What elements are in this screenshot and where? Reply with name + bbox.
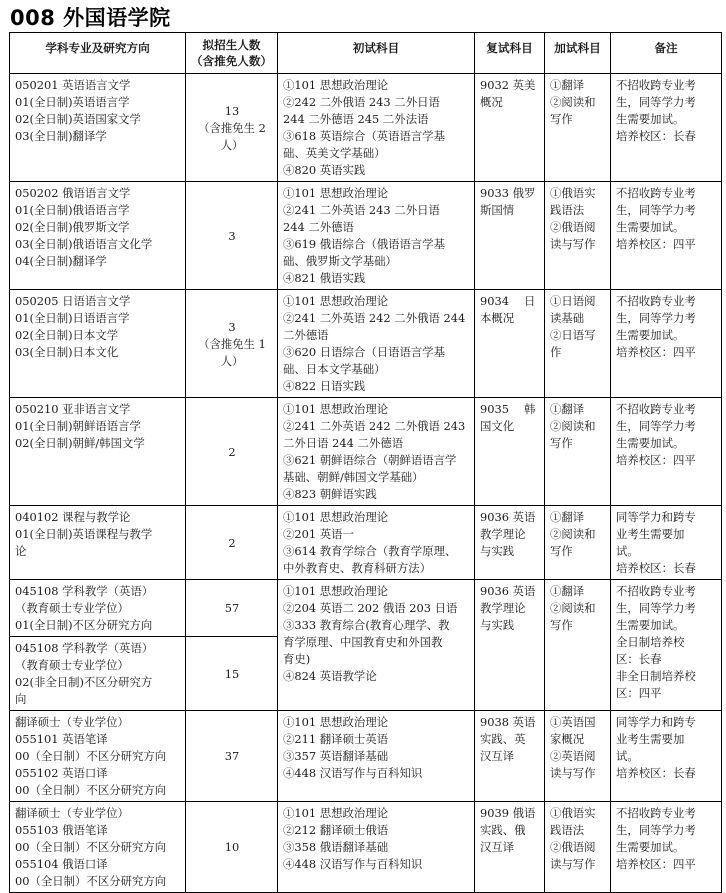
quota-cell-line: 3 [228, 228, 236, 243]
extra-exam-cell-line: 写作 [550, 618, 573, 632]
extra-exam-cell-line: ②阅读和 [550, 601, 596, 615]
notes-cell-line: 生需要加试。 [616, 436, 685, 450]
major-cell-line: 050202 俄语语言文学 [15, 186, 131, 200]
table-row [10, 802, 722, 893]
extra-exam-cell-line: ②日语写 [550, 328, 596, 342]
retest-cell-line: 国文化 [480, 419, 515, 433]
table-row [10, 290, 722, 398]
extra-exam-cell-line: 写作 [550, 436, 573, 450]
notes-cell-line: 生需要加试。 [616, 618, 685, 632]
extra-exam-cell-line: 读与写作 [550, 857, 596, 871]
initial-exam-cell-line: 中外教育史、教育科研方法） [283, 561, 432, 575]
retest-cell [475, 290, 545, 398]
notes-cell-line: 同等学力和跨专 [616, 510, 696, 524]
retest-cell-line: 斯国情 [480, 203, 515, 217]
initial-exam-cell-line: ③620 日语综合（日语语言学基 [283, 345, 446, 359]
initial-exam-cell-line: 础、俄罗斯文学基础） [283, 254, 397, 268]
quota-cell-line: 10 [224, 840, 240, 854]
extra-exam-cell-line: 践语法 [550, 203, 585, 217]
major-cell-line: 01(全日制)英语课程与教学 [15, 527, 153, 541]
notes-cell-line: 生需要加试。 [616, 328, 685, 342]
retest-cell [475, 398, 545, 506]
extra-exam-cell-line: ①翻译 [550, 510, 585, 524]
initial-exam-cell-line: ④448 汉语写作与百科知识 [283, 766, 423, 780]
initial-exam-cell-line: ①101 思想政治理论 [283, 186, 389, 200]
notes-cell-line: 试。 [616, 544, 639, 558]
major-cell-line: 02(全日制)朝鲜/韩国文学 [15, 436, 145, 450]
quota-cell [186, 506, 278, 580]
major-cell-line: 00（全日制）不区分研究方向 [15, 749, 167, 763]
major-cell-line: 02(全日制)日本文学 [15, 328, 119, 342]
quota-cell [186, 74, 278, 182]
initial-exam-cell-line: 育学原理、中国教育史和外国教 [283, 635, 443, 649]
notes-cell-line: 全日制培养校 [616, 635, 685, 649]
extra-exam-cell-line: ②英语阅 [550, 749, 596, 763]
notes-cell-line: 不招收跨专业考 [616, 402, 696, 416]
extra-exam-cell-line: ②阅读和 [550, 419, 596, 433]
major-cell [10, 637, 186, 711]
retest-cell-line: 概况 [480, 95, 503, 109]
table-row [10, 506, 722, 580]
initial-exam-cell-line: ①101 思想政治理论 [283, 806, 389, 820]
retest-cell-line: 汉互译 [480, 840, 515, 854]
extra-exam-cell-line: ①翻译 [550, 584, 585, 598]
header-retest: 复试科目 [475, 33, 545, 74]
notes-cell-line: 业考生需要加 [616, 732, 685, 746]
major-cell [10, 74, 186, 182]
initial-exam-cell-line: ②201 英语一 [283, 527, 354, 541]
header-row [10, 33, 722, 74]
extra-exam-cell-line: ①俄语实 [550, 186, 596, 200]
retest-cell-line: 9035 韩 [480, 402, 536, 416]
initial-exam-cell-line: 244 二外德语 [283, 220, 354, 234]
retest-cell-line: 与实践 [480, 544, 515, 558]
extra-exam-cell [545, 398, 611, 506]
initial-exam-cell [278, 802, 475, 893]
initial-exam-cell [278, 580, 475, 711]
extra-exam-cell-line: 读基础 [550, 311, 585, 325]
quota-cell-line: 57 [224, 601, 240, 615]
notes-cell-line: 生，同等学力考 [616, 601, 696, 615]
major-cell-line: 040102 课程与教学论 [15, 510, 131, 524]
major-cell-line: （教育硕士专业学位） [15, 601, 129, 615]
retest-cell [475, 711, 545, 802]
major-cell-line: 050205 日语语言文学 [15, 294, 131, 308]
notes-cell [611, 506, 722, 580]
quota-cell-line: （含推免生 2 [198, 120, 266, 135]
initial-exam-cell-line: ③358 俄语翻译基础 [283, 840, 389, 854]
quota-cell [186, 182, 278, 290]
initial-exam-cell-line: ①101 思想政治理论 [283, 510, 389, 524]
initial-exam-cell-line: 础、英美文学基础） [283, 146, 386, 160]
initial-exam-cell-line: 244 二外德语 245 二外法语 [283, 112, 429, 126]
notes-cell-line: 培养校区：长春 [616, 561, 696, 575]
notes-cell [611, 580, 722, 711]
extra-exam-cell [545, 290, 611, 398]
header-notes: 备注 [611, 33, 722, 74]
quota-cell-line: 人） [220, 137, 244, 152]
retest-cell-line: 9033 俄罗 [480, 186, 536, 200]
notes-cell-line: 生，同等学力考 [616, 95, 696, 109]
retest-cell-line: 9032 英美 [480, 78, 536, 92]
major-cell-line: 055104 俄语口译 [15, 857, 108, 871]
notes-cell [611, 182, 722, 290]
admissions-table [9, 32, 722, 893]
quota-cell-line: 2 [228, 444, 236, 459]
major-cell-line: 055101 英语笔译 [15, 732, 108, 746]
extra-exam-cell-line: 作 [550, 345, 562, 359]
notes-cell-line: 生，同等学力考 [616, 203, 696, 217]
header-quota-line1: 拟招生人数 [202, 38, 261, 52]
header-quota [186, 33, 278, 74]
retest-cell-line: 9034 日 [480, 294, 536, 308]
extra-exam-cell-line: ②阅读和 [550, 95, 596, 109]
extra-exam-cell-line: 践语法 [550, 823, 585, 837]
retest-cell [475, 580, 545, 711]
extra-exam-cell-line: 写作 [550, 112, 573, 126]
notes-cell [611, 398, 722, 506]
quota-cell [186, 580, 278, 637]
notes-cell-line: 业考生需要加 [616, 527, 685, 541]
major-cell-line: 02(非全日制)不区分研究方 [15, 675, 153, 689]
major-cell-line: 050210 亚非语言文学 [15, 402, 131, 416]
extra-exam-cell [545, 802, 611, 893]
initial-exam-cell [278, 398, 475, 506]
quota-cell [186, 802, 278, 893]
retest-cell-line: 9036 英语 [480, 510, 536, 524]
notes-cell-line: 生，同等学力考 [616, 419, 696, 433]
table-row [10, 74, 722, 182]
quota-cell-line: 人） [220, 353, 244, 368]
quota-cell [186, 637, 278, 711]
extra-exam-cell-line: ①翻译 [550, 78, 585, 92]
notes-cell-line: 不招收跨专业考 [616, 78, 696, 92]
initial-exam-cell-line: ②241 二外英语 242 二外俄语 244 [283, 311, 466, 325]
extra-exam-cell-line: ①翻译 [550, 402, 585, 416]
notes-cell-line: 生需要加试。 [616, 112, 685, 126]
notes-cell-line: 非全日制培养校 [616, 669, 696, 683]
initial-exam-cell [278, 506, 475, 580]
initial-exam-cell-line: ④448 汉语写作与百科知识 [283, 857, 423, 871]
major-cell-line: 00（全日制）不区分研究方向 [15, 840, 167, 854]
initial-exam-cell-line: ①101 思想政治理论 [283, 294, 389, 308]
notes-cell-line: 培养校区：四平 [616, 453, 696, 467]
quota-cell-line: 15 [224, 666, 240, 681]
notes-cell-line: 生需要加试。 [616, 840, 685, 854]
header-quota-line2: （含推免人数） [190, 54, 273, 68]
extra-exam-cell [545, 182, 611, 290]
initial-exam-cell-line: ①101 思想政治理论 [283, 402, 389, 416]
notes-cell-line: 不招收跨专业考 [616, 186, 696, 200]
extra-exam-cell-line: ②俄语阅 [550, 840, 596, 854]
initial-exam-cell [278, 711, 475, 802]
major-cell-line: 045108 学科教学（英语） [15, 641, 154, 655]
extra-exam-cell [545, 711, 611, 802]
retest-cell-line: 9036 英语 [480, 584, 536, 598]
table-row [10, 711, 722, 802]
header-major: 学科专业及研究方向 [10, 33, 186, 74]
major-cell-line: 01(全日制)不区分研究方向 [15, 618, 153, 632]
initial-exam-cell-line: 础、日本文学基础） [283, 362, 386, 376]
major-cell-line: 055103 俄语笔译 [15, 823, 108, 837]
notes-cell-line: 培养校区：四平 [616, 345, 696, 359]
notes-cell-line: 培养校区：四平 [616, 857, 696, 871]
notes-cell [611, 802, 722, 893]
notes-cell-line: 生需要加试。 [616, 220, 685, 234]
initial-exam-cell-line: ③333 教育综合(教育心理学、教 [283, 618, 450, 632]
extra-exam-cell-line: 写作 [550, 544, 573, 558]
initial-exam-cell-line: ③619 俄语综合（俄语语言学基 [283, 237, 446, 251]
initial-exam-cell-line: ④823 朝鲜语实践 [283, 487, 377, 501]
notes-cell-line: 不招收跨专业考 [616, 806, 696, 820]
notes-cell [611, 74, 722, 182]
initial-exam-cell-line: 二外德语 [283, 328, 329, 342]
notes-cell [611, 290, 722, 398]
notes-cell-line: 培养校区：四平 [616, 237, 696, 251]
retest-cell [475, 182, 545, 290]
major-cell [10, 802, 186, 893]
page-title: 008 外国语学院 [10, 6, 171, 30]
initial-exam-cell-line: ②204 英语二 202 俄语 203 日语 [283, 601, 458, 615]
major-cell-line: 01(全日制)日语语言学 [15, 311, 130, 325]
major-cell [10, 398, 186, 506]
retest-cell [475, 74, 545, 182]
notes-cell-line: 同等学力和跨专 [616, 715, 696, 729]
initial-exam-cell-line: ④822 日语实践 [283, 379, 366, 393]
quota-cell [186, 711, 278, 802]
major-cell-line: 01(全日制)英语语言学 [15, 95, 130, 109]
notes-cell-line: 培养校区：长春 [616, 766, 696, 780]
retest-cell-line: 与实践 [480, 618, 515, 632]
extra-exam-cell [545, 74, 611, 182]
major-cell-line: 00（全日制）不区分研究方向 [15, 783, 167, 797]
notes-cell-line: 培养校区：长春 [616, 129, 696, 143]
quota-cell-line: 2 [228, 535, 236, 550]
notes-cell-line: 不招收跨专业考 [616, 584, 696, 598]
extra-exam-cell-line: 读与写作 [550, 237, 596, 251]
major-cell-line: 01(全日制)朝鲜语语言学 [15, 419, 141, 433]
quota-cell-line: 37 [224, 749, 240, 763]
extra-exam-cell-line: ①日语阅 [550, 294, 596, 308]
initial-exam-cell-line: ③618 英语综合（英语语言学基 [283, 129, 446, 143]
extra-exam-cell-line: ①英语国 [550, 715, 596, 729]
table-row [10, 580, 722, 637]
retest-cell-line: 实践、英 [480, 732, 526, 746]
retest-cell-line: 本概况 [480, 311, 515, 325]
initial-exam-cell [278, 74, 475, 182]
retest-cell-line: 教学理论 [480, 527, 526, 541]
quota-cell-line: 3 [228, 319, 236, 334]
extra-exam-cell-line: 家概况 [550, 732, 585, 746]
notes-cell-line: 区：四平 [616, 686, 662, 700]
initial-exam-cell-line: ④821 俄语实践 [283, 271, 366, 285]
header-extra-exam: 加试科目 [545, 33, 611, 74]
quota-cell [186, 290, 278, 398]
initial-exam-cell-line: ③621 朝鲜语综合（朝鲜语语言学 [283, 453, 457, 467]
notes-cell-line: 区：长春 [616, 652, 662, 666]
initial-exam-cell-line: 二外日语 244 二外德语 [283, 436, 404, 450]
quota-cell-line: 13 [224, 103, 240, 118]
initial-exam-cell-line: ①101 思想政治理论 [283, 584, 389, 598]
initial-exam-cell-line: 基础、朝鲜/韩国文学基础） [283, 470, 424, 484]
retest-cell-line: 9039 俄语 [480, 806, 536, 820]
header-initial-exam: 初试科目 [278, 33, 475, 74]
major-cell [10, 182, 186, 290]
retest-cell [475, 506, 545, 580]
initial-exam-cell-line: ①101 思想政治理论 [283, 715, 389, 729]
initial-exam-cell-line: ④824 英语教学论 [283, 669, 377, 683]
extra-exam-cell-line: 读与写作 [550, 766, 596, 780]
extra-exam-cell-line: ②阅读和 [550, 527, 596, 541]
extra-exam-cell [545, 506, 611, 580]
retest-cell-line: 9038 英语 [480, 715, 536, 729]
extra-exam-cell [545, 580, 611, 711]
initial-exam-cell-line: ②241 二外英语 242 二外俄语 243 [283, 419, 466, 433]
initial-exam-cell-line: ②242 二外俄语 243 二外日语 [283, 95, 440, 109]
major-cell-line: 055102 英语口译 [15, 766, 108, 780]
major-cell-line: 向 [15, 692, 27, 706]
initial-exam-cell-line: ③357 英语翻译基础 [283, 749, 389, 763]
major-cell-line: 论 [15, 544, 27, 558]
notes-cell [611, 711, 722, 802]
notes-cell-line: 生，同等学力考 [616, 823, 696, 837]
major-cell [10, 580, 186, 637]
major-cell-line: 045108 学科教学（英语） [15, 584, 154, 598]
major-cell-line: 03(全日制)日本文化 [15, 345, 119, 359]
major-cell-line: 04(全日制)翻译学 [15, 254, 107, 268]
quota-cell-line: （含推免生 1 [198, 336, 266, 351]
retest-cell-line: 汉互译 [480, 749, 515, 763]
table-row [10, 182, 722, 290]
major-cell-line: 02(全日制)俄罗斯文学 [15, 220, 130, 234]
table-row [10, 398, 722, 506]
initial-exam-cell-line: ②211 翻译硕士英语 [283, 732, 389, 746]
major-cell [10, 290, 186, 398]
major-cell-line: 02(全日制)英语国家文学 [15, 112, 141, 126]
major-cell [10, 506, 186, 580]
initial-exam-cell-line: ②212 翻译硕士俄语 [283, 823, 389, 837]
major-cell-line: 03(全日制)俄语语言文化学 [15, 237, 153, 251]
quota-cell [186, 398, 278, 506]
major-cell-line: 翻译硕士（专业学位） [15, 806, 129, 820]
initial-exam-cell-line: ④820 英语实践 [283, 163, 366, 177]
major-cell-line: 00（全日制）不区分研究方向 [15, 874, 167, 888]
major-cell [10, 711, 186, 802]
initial-exam-cell-line: ②241 二外英语 243 二外日语 [283, 203, 440, 217]
notes-cell-line: 不招收跨专业考 [616, 294, 696, 308]
initial-exam-cell-line: 育史) [283, 652, 311, 666]
extra-exam-cell-line: ②俄语阅 [550, 220, 596, 234]
major-cell-line: 01(全日制)俄语语言学 [15, 203, 130, 217]
major-cell-line: （教育硕士专业学位） [15, 658, 129, 672]
major-cell-line: 050201 英语语言文学 [15, 78, 131, 92]
extra-exam-cell-line: ①俄语实 [550, 806, 596, 820]
initial-exam-cell-line: ①101 思想政治理论 [283, 78, 389, 92]
retest-cell-line: 教学理论 [480, 601, 526, 615]
initial-exam-cell-line: ③614 教育学综合（教育学原理、 [283, 544, 457, 558]
major-cell-line: 03(全日制)翻译学 [15, 129, 107, 143]
retest-cell [475, 802, 545, 893]
initial-exam-cell [278, 182, 475, 290]
retest-cell-line: 实践、俄 [480, 823, 526, 837]
notes-cell-line: 生，同等学力考 [616, 311, 696, 325]
notes-cell-line: 试。 [616, 749, 639, 763]
initial-exam-cell [278, 290, 475, 398]
major-cell-line: 翻译硕士（专业学位） [15, 715, 129, 729]
